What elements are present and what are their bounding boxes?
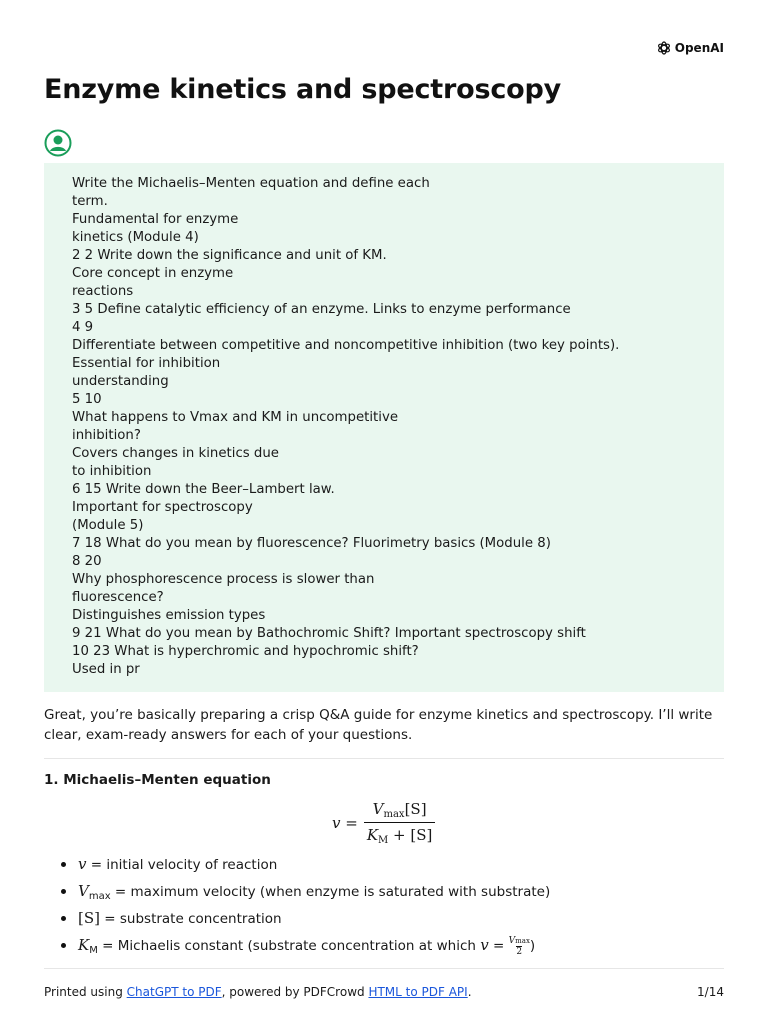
equation-numerator: $V_{max}[S]$ xyxy=(372,800,427,820)
prompt-line: 5 10 xyxy=(72,392,102,407)
user-avatar-icon xyxy=(44,129,72,157)
chatgpt-to-pdf-link[interactable]: ChatGPT to PDF xyxy=(126,985,222,999)
prompt-line: Core concept in enzyme xyxy=(72,266,234,281)
equation-lhs: v = xyxy=(332,814,358,832)
half-vmax-fraction: Vmax 2 xyxy=(508,935,530,957)
page-title: Enzyme kinetics and spectroscopy xyxy=(44,74,562,105)
prompt-line: reactions xyxy=(72,284,134,299)
brand-name: OpenAI xyxy=(674,41,724,55)
html-to-pdf-api-link[interactable]: HTML to PDF API xyxy=(368,985,468,999)
prompt-line: 9 21 What do you mean by Bathochromic Shift? Important spectroscopy shift xyxy=(72,626,586,641)
section-heading: 1. Michaelis–Menten equation xyxy=(44,772,271,788)
list-item: [S] = substrate concentration xyxy=(60,906,550,933)
prompt-line: Covers changes in kinetics due xyxy=(72,446,279,461)
prompt-line: Used in pr xyxy=(72,662,140,677)
prompt-line: Important for spectroscopy xyxy=(72,500,253,515)
divider xyxy=(44,758,724,759)
definition-list xyxy=(60,852,550,960)
list-item: v = initial velocity of reaction xyxy=(60,852,550,879)
footer-credit: Printed using ChatGPT to PDF, powered by PDFCrowd HTML to PDF API. xyxy=(44,985,472,999)
prompt-line: Essential for inhibition xyxy=(72,356,221,371)
brand-logo xyxy=(656,40,724,56)
user-prompt-bubble xyxy=(44,163,724,692)
page-number: 1/14 xyxy=(697,985,724,999)
prompt-line: inhibition? xyxy=(72,428,141,443)
prompt-line: Why phosphorescence process is slower than xyxy=(72,572,375,587)
list-item: $V_{max}$ = maximum velocity (when enzyme is saturated with substrate) xyxy=(60,879,550,906)
prompt-line: 2 2 Write down the significance and unit of KM. xyxy=(72,248,387,263)
divider xyxy=(44,968,724,969)
list-item: $K_M$ = Michaelis constant (substrate concentration at which v = Vmax 2 ) xyxy=(60,933,550,960)
prompt-line: to inhibition xyxy=(72,464,152,479)
prompt-line: Differentiate between competitive and noncompetitive inhibition (two key points). xyxy=(72,338,620,353)
prompt-line: term. xyxy=(72,194,108,209)
prompt-line: 10 23 What is hyperchromic and hypochromic shift? xyxy=(72,644,419,659)
prompt-line: Distinguishes emission types xyxy=(72,608,266,623)
michaelis-menten-equation xyxy=(332,800,435,846)
prompt-line: Write the Michaelis–Menten equation and define each xyxy=(72,176,430,191)
equation-fraction xyxy=(364,800,436,846)
equation-denominator: $K_M + [S]$ xyxy=(364,822,436,846)
prompt-line: 8 20 xyxy=(72,554,102,569)
prompt-line: fluorescence? xyxy=(72,590,164,605)
answer-intro: Great, you’re basically preparing a crisp Q&A guide for enzyme kinetics and spectroscopy. I’ll write clear, exam-ready answers for each of your questions. xyxy=(44,707,713,743)
prompt-line: 3 5 Define catalytic efficiency of an enzyme. Links to enzyme performance xyxy=(72,302,571,317)
prompt-line: (Module 5) xyxy=(72,518,144,533)
prompt-line: 7 18 What do you mean by fluorescence? Fluorimetry basics (Module 8) xyxy=(72,536,551,551)
prompt-line: 6 15 Write down the Beer–Lambert law. xyxy=(72,482,335,497)
prompt-line: Fundamental for enzyme xyxy=(72,212,239,227)
openai-logo-icon xyxy=(656,40,672,56)
prompt-line: kinetics (Module 4) xyxy=(72,230,199,245)
prompt-line: understanding xyxy=(72,374,169,389)
prompt-line: 4 9 xyxy=(72,320,94,335)
print-footer xyxy=(44,985,724,999)
prompt-line: What happens to Vmax and KM in uncompetitive xyxy=(72,410,399,425)
